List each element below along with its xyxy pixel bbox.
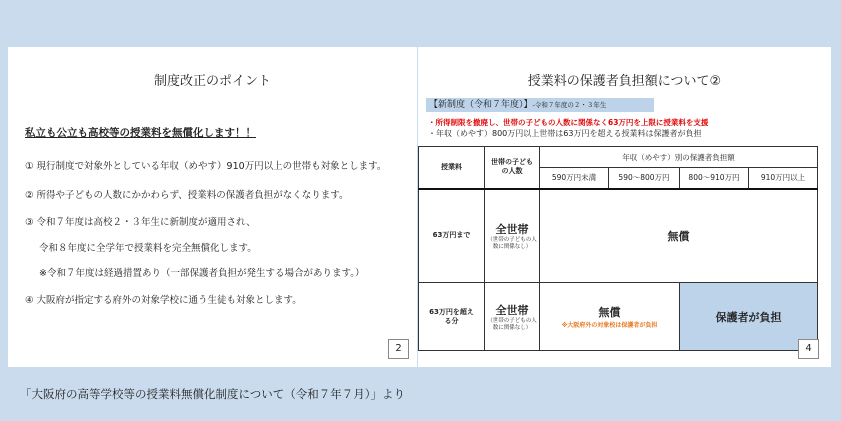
- right-slide: [418, 47, 831, 367]
- row2-children-label: 全世帯: [495, 303, 529, 317]
- row2-free-note: ※大阪府外の対象校は保護者が負担: [561, 322, 658, 329]
- bracket-4: 910万円以上: [749, 168, 818, 189]
- row2-children-note: （世帯の子どもの人数に関係なし）: [487, 317, 537, 331]
- black-note: ・年収（めやす）800万円以上世帯は63万円を超える授業料は保護者が負担: [428, 129, 702, 138]
- point-2: ② 所得や子どもの人数にかかわらず、授業料の保護者負担がなくなります。: [25, 190, 349, 201]
- point-3-note: ※令和７年度は経過措置あり（一部保護者負担が発生する場合があります。）: [39, 268, 365, 279]
- row2-free: [540, 283, 680, 351]
- point-4: ④ 大阪府が指定する府外の対象学校に通う生徒も対象とします。: [25, 295, 302, 306]
- bracket-1: 590万円未満: [540, 168, 609, 189]
- source-note: 「大阪府の高等学校等の授業料無償化制度について（令和７年７月）」より: [20, 387, 406, 401]
- header-fee: 授業料: [419, 147, 485, 189]
- row1-free: 無償: [540, 189, 818, 283]
- new-system-title: 【新制度（令和７年度）】: [429, 100, 533, 110]
- row1-fee: 63万円まで: [419, 189, 485, 283]
- burden-table: [418, 146, 818, 351]
- left-slide-title: 制度改正のポイント: [153, 74, 271, 89]
- right-slide-title: 授業料の保護者負担額について②: [527, 74, 722, 89]
- row1-children: [485, 189, 540, 283]
- row1-children-label: 全世帯: [495, 222, 529, 236]
- new-system-label: [426, 98, 654, 112]
- row2-burden: 保護者が負担: [680, 283, 818, 351]
- bracket-3: 800～910万円: [680, 168, 749, 189]
- point-3-cont: 令和８年度に全学年で授業料を完全無償化します。: [39, 243, 257, 254]
- point-1: ① 現行制度で対象外としている年収（めやす）910万円以上の世帯も対象とします。: [25, 161, 387, 172]
- bracket-2: 590～800万円: [609, 168, 680, 189]
- row2-fee: 63万円を超える分: [419, 283, 485, 351]
- left-slide: [8, 47, 417, 367]
- red-note: ・所得制限を撤廃し、世帯の子どもの人数に関係なく63万円を上限に授業料を支援: [428, 118, 709, 127]
- headline: 私立も公立も高校等の授業料を無償化します！！: [25, 127, 256, 139]
- point-3: ③ 令和７年度は高校２・３年生に新制度が適用され、: [25, 217, 256, 228]
- row2-children: [485, 283, 540, 351]
- page-number: 4: [798, 339, 819, 359]
- header-children: 世帯の子どもの人数: [485, 147, 540, 189]
- row2-free-label: 無償: [598, 306, 621, 319]
- new-system-note: -令和７年度の２・３年生: [532, 101, 607, 109]
- header-income: 年収（めやす）別の保護者負担額: [540, 147, 818, 168]
- page-number: 2: [388, 339, 409, 359]
- row1-children-note: （世帯の子どもの人数に関係なし）: [487, 236, 537, 250]
